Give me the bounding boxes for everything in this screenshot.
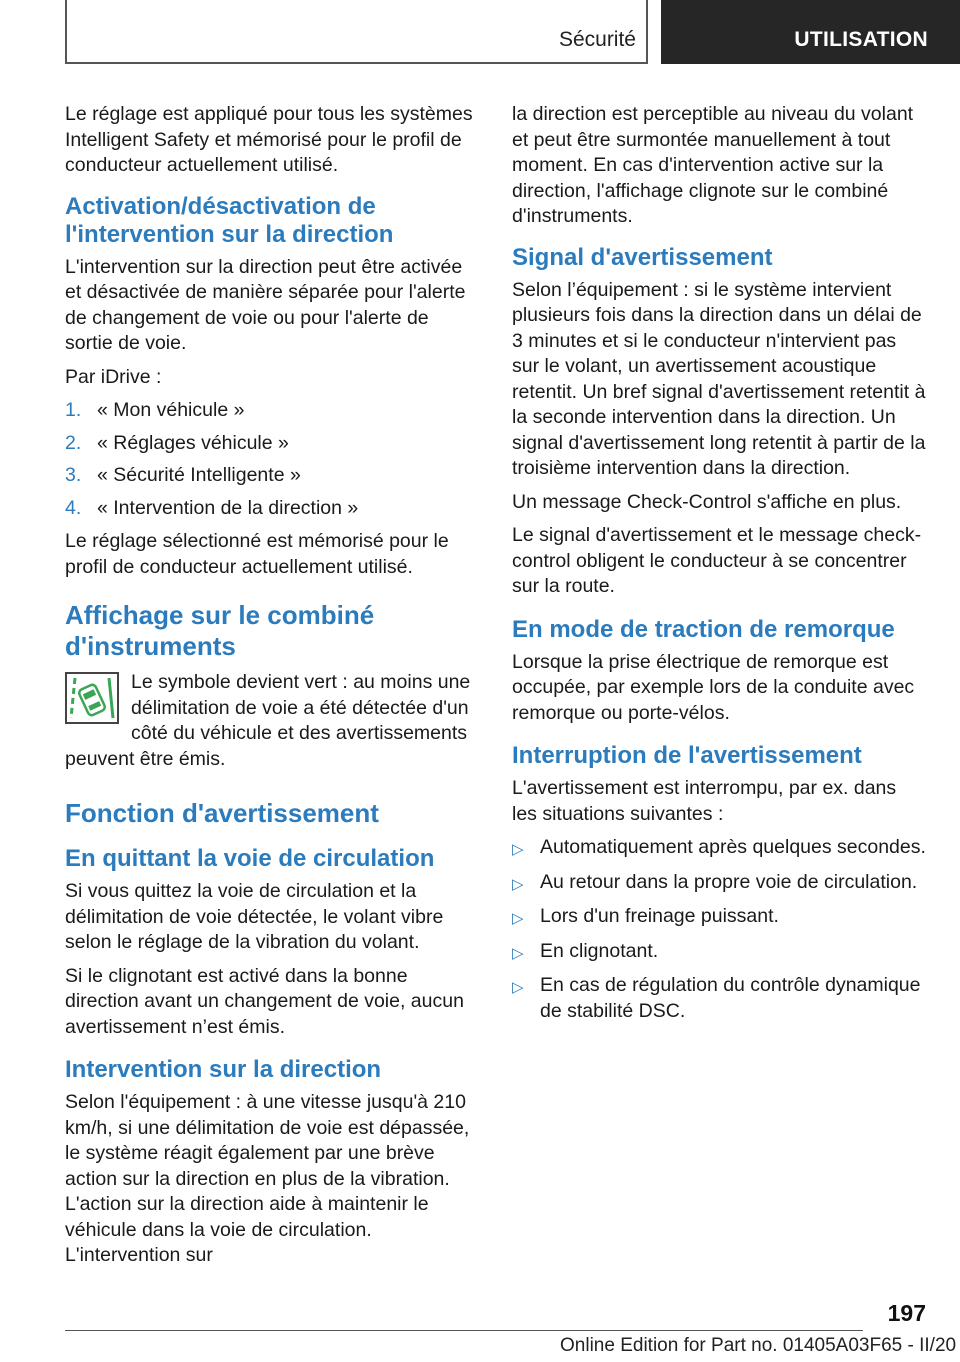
- list-item: [512, 870, 926, 898]
- bullet-text: En clignotant.: [540, 939, 659, 962]
- bullet-text: En cas de régulation du contrôle dynamique de stabilité DSC.: [540, 974, 921, 1022]
- triangle-bullet-icon: ▷: [512, 875, 524, 893]
- list-item: [512, 939, 926, 967]
- paragraph: L'intervention sur la direction peut être activée et désactivée de manière séparée pour l'alerte de changement de voie ou pour l'alerte de sortie de voie.: [65, 255, 466, 354]
- paragraph: Lorsque la prise électrique de remorque est occupée, par exemple lors de la conduite avec remorque ou porte-vélos.: [512, 650, 915, 724]
- step-number: 2.: [65, 431, 82, 454]
- step-number: 1.: [65, 399, 82, 421]
- heading-quittant: En quittant la voie de circulation: [65, 845, 435, 872]
- paragraph: Le réglage sélectionné est mémorisé pour le profil de conducteur actuellement utilisé.: [65, 530, 449, 578]
- list-item: [65, 496, 479, 522]
- triangle-bullet-icon: ▷: [512, 944, 524, 962]
- footer-divider: [65, 1330, 863, 1331]
- symbol-block: [65, 670, 479, 772]
- lane-departure-green-icon: [65, 672, 119, 724]
- bullet-text: Automatiquement après quelques secondes.: [540, 836, 926, 858]
- header-section-title: Sécurité: [558, 28, 636, 51]
- list-item: [512, 904, 926, 932]
- header-chapter-tab: [661, 0, 960, 64]
- step-text: « Mon véhicule »: [97, 399, 245, 421]
- bullet-text: Au retour dans la propre voie de circulation.: [540, 870, 918, 893]
- heading-signal: Signal d'avertissement: [512, 243, 773, 271]
- paragraph: L'avertissement est interrompu, par ex. dans les situations suivantes :: [512, 777, 897, 825]
- list-item: [512, 973, 926, 1024]
- step-text: « Intervention de la direction »: [97, 496, 359, 519]
- triangle-bullet-icon: ▷: [512, 841, 524, 858]
- paragraph: Le signal d'avertissement et le message check-control obligent le conducteur à se concentrer sur la route.: [512, 524, 922, 597]
- list-item: [65, 398, 479, 424]
- paragraph: Un message Check-Control s'affiche en plus.: [512, 490, 902, 513]
- heading-remorque: En mode de traction de remorque: [512, 615, 895, 643]
- page-number: 197: [887, 1300, 926, 1326]
- bullet-text: Lors d'un freinage puissant.: [540, 905, 779, 927]
- heading-affichage: Affichage sur le combiné d'instruments: [65, 600, 375, 661]
- paragraph: Si le clignotant est activé dans la bonne direction avant un changement de voie, aucun avertissement n’est émis.: [65, 964, 464, 1038]
- list-item: [512, 835, 926, 863]
- left-column: [65, 102, 479, 1277]
- paragraph: Selon l'équipement : à une vitesse jusqu'à 210 km/h, si une délimitation de voie est dépassée, le système réagit également par une brève action sur la direction en plus de la vibration. L'action sur la direction aide à maintenir le véhicule dans la voie de circulation. L'intervention sur: [65, 1091, 470, 1266]
- heading-interruption: Interruption de l'avertissement: [512, 742, 862, 769]
- paragraph: Par iDrive :: [65, 365, 162, 388]
- interruption-list: [512, 835, 926, 1024]
- header-chapter-title: UTILISATION: [794, 28, 928, 51]
- paragraph: Si vous quittez la voie de circulation et la délimitation de voie détectée, le volant vibre selon le réglage de la vibration du volant.: [65, 880, 444, 953]
- heading-fonction: Fonction d'avertissement: [65, 798, 379, 828]
- steps-list: [65, 398, 479, 521]
- list-item: [65, 463, 479, 489]
- list-item: [65, 431, 479, 457]
- step-number: 4.: [65, 496, 82, 519]
- paragraph: Le réglage est appliqué pour tous les systèmes Intelligent Safety et mémorisé pour le profil de conducteur actuellement utilisé.: [65, 103, 473, 176]
- paragraph: Selon l’équipement : si le système intervient plusieurs fois dans la direction dans un délai de 3 minutes et si le conducteur n'intervient pas sur le volant, un avertissement acoustique retentit. Un bref signal d'avertissement retentit à la seconde intervention dans la direction. Un signal d'avertissement long retentit à partir de la troisième intervention dans la direction.: [512, 278, 926, 479]
- step-number: 3.: [65, 464, 82, 486]
- paragraph: la direction est perceptible au niveau du volant et peut être surmontée manuellement à tout moment. En cas d'intervention active sur la direction, l'affichage clignote sur le combiné d'instruments.: [512, 103, 914, 227]
- right-column: [512, 102, 926, 1032]
- edition-footer: Online Edition for Part no. 01405A03F65 - II/20: [560, 1335, 957, 1356]
- heading-activation: Activation/désactivation de l'intervention sur la direction: [65, 192, 394, 248]
- triangle-bullet-icon: ▷: [512, 910, 524, 927]
- triangle-bullet-icon: ▷: [512, 979, 524, 996]
- heading-intervention: Intervention sur la direction: [65, 1056, 382, 1083]
- step-text: « Réglages véhicule »: [97, 431, 289, 454]
- step-text: « Sécurité Intelligente »: [97, 464, 301, 486]
- paragraph: Le symbole devient vert : au moins une délimitation de voie a été détectée d'un côté du véhicule et des avertissements peuvent être émis.: [65, 671, 471, 770]
